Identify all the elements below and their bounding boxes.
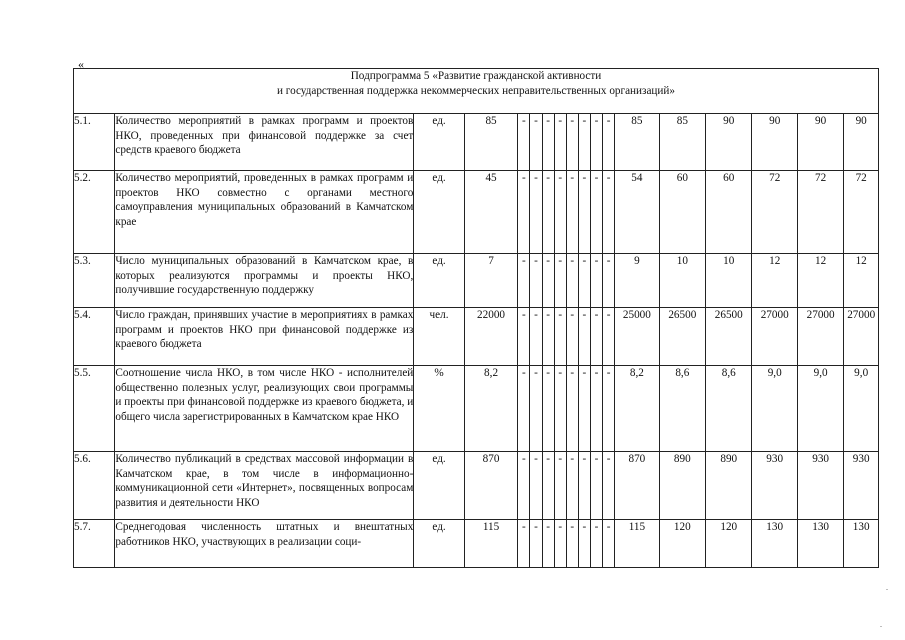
unit-of-measure: ед. [414,114,464,171]
empty-year-cell: - [603,114,615,171]
subprogram-title-line1: Подпрограмма 5 «Развитие гражданской активности [350,70,602,82]
empty-year-cell: - [554,254,566,308]
target-value: 8,6 [706,366,752,452]
target-value: 115 [615,520,659,568]
empty-year-cell: - [518,452,530,520]
target-value: 12 [844,254,879,308]
empty-year-cell: - [542,520,554,568]
subprogram-title-line2: и государственная поддержка некоммерческих неправительственных организаций» [277,84,675,97]
target-value: 26500 [659,308,705,366]
target-value: 9,0 [752,366,797,452]
base-value: 22000 [464,308,518,366]
target-value: 60 [659,171,705,254]
indicator-name: Среднегодовая численность штатных и внештатных работников НКО, участвующих в реализации соци- [115,520,414,568]
table-row [74,452,879,520]
empty-year-cell: - [518,254,530,308]
indicator-name: Количество мероприятий, проведенных в рамках программ и проектов НКО совместно с органами местного самоуправления муниципальных образований в Камчатском крае [115,171,414,254]
row-number: 5.3. [74,254,115,308]
target-value: 27000 [797,308,843,366]
empty-year-cell: - [554,171,566,254]
empty-year-cell: - [518,114,530,171]
empty-year-cell: - [542,171,554,254]
target-value: 27000 [752,308,797,366]
target-value: 72 [844,171,879,254]
target-value: 130 [844,520,879,568]
empty-year-cell: - [542,114,554,171]
target-value: 90 [797,114,843,171]
target-value: 72 [752,171,797,254]
empty-year-cell: - [603,171,615,254]
target-value: 85 [615,114,659,171]
target-value: 930 [844,452,879,520]
empty-year-cell: - [578,520,590,568]
table-row [74,171,879,254]
base-value: 45 [464,171,518,254]
base-value: 115 [464,520,518,568]
unit-of-measure: % [414,366,464,452]
target-value: 90 [752,114,797,171]
empty-year-cell: - [578,171,590,254]
empty-year-cell: - [542,254,554,308]
target-value: 27000 [844,308,879,366]
empty-year-cell: - [530,308,542,366]
table-row [74,366,879,452]
empty-year-cell: - [518,366,530,452]
empty-year-cell: - [566,452,578,520]
empty-year-cell: - [530,366,542,452]
empty-year-cell: - [590,452,602,520]
target-value: 870 [615,452,659,520]
target-value: 90 [844,114,879,171]
empty-year-cell: - [554,366,566,452]
unit-of-measure: ед. [414,452,464,520]
empty-year-cell: - [590,114,602,171]
target-value: 12 [752,254,797,308]
target-value: 90 [706,114,752,171]
empty-year-cell: - [566,308,578,366]
empty-year-cell: - [554,520,566,568]
empty-year-cell: - [554,308,566,366]
row-number: 5.5. [74,366,115,452]
target-value: 9,0 [844,366,879,452]
empty-year-cell: - [554,452,566,520]
unit-of-measure: ед. [414,254,464,308]
row-number: 5.1. [74,114,115,171]
empty-year-cell: - [578,114,590,171]
empty-year-cell: - [590,366,602,452]
unit-of-measure: ед. [414,171,464,254]
empty-year-cell: - [590,520,602,568]
target-value: 25000 [615,308,659,366]
empty-year-cell: - [578,308,590,366]
scan-artifact-mark: . [880,620,882,629]
empty-year-cell: - [578,254,590,308]
empty-year-cell: - [542,366,554,452]
empty-year-cell: - [566,366,578,452]
unit-of-measure: чел. [414,308,464,366]
target-value: 26500 [706,308,752,366]
empty-year-cell: - [590,308,602,366]
subprogram-header-row [74,69,879,114]
empty-year-cell: - [566,254,578,308]
empty-year-cell: - [603,366,615,452]
target-value: 130 [797,520,843,568]
empty-year-cell: - [530,254,542,308]
empty-year-cell: - [518,520,530,568]
indicator-name: Количество публикаций в средствах массовой информации в Камчатском крае, в том числе в информационно-коммуникационной сети «Интернет», посвященных вопросам развития и деятельности НКО [115,452,414,520]
empty-year-cell: - [578,452,590,520]
target-value: 930 [797,452,843,520]
empty-year-cell: - [590,254,602,308]
empty-year-cell: - [590,171,602,254]
row-number: 5.2. [74,171,115,254]
target-value: 890 [706,452,752,520]
empty-year-cell: - [603,308,615,366]
empty-year-cell: - [530,520,542,568]
target-value: 9 [615,254,659,308]
table-row [74,254,879,308]
empty-year-cell: - [578,366,590,452]
indicator-name: Число граждан, принявших участие в мероприятиях в рамках программ и проектов НКО при финансовой поддержке из краевого бюджета [115,308,414,366]
indicator-name: Число муниципальных образований в Камчатском крае, в которых реализуются программы и проекты НКО, получившие государственную поддержку [115,254,414,308]
target-value: 130 [752,520,797,568]
empty-year-cell: - [566,171,578,254]
table-row [74,520,879,568]
target-value: 930 [752,452,797,520]
indicator-name: Количество мероприятий в рамках программ и проектов НКО, проведенных при финансовой поддержке за счет средств краевого бюджета [115,114,414,171]
target-value: 54 [615,171,659,254]
indicator-name: Соотношение числа НКО, в том числе НКО - исполнителей общественно полезных услуг, реализующих свои программы и проекты при финансовой поддержке из краевого бюджета, и общего числа зарегистрированных в Камчатском крае НКО [115,366,414,452]
empty-year-cell: - [566,520,578,568]
indicators-table [73,68,879,568]
base-value: 8,2 [464,366,518,452]
empty-year-cell: - [603,452,615,520]
target-value: 85 [659,114,705,171]
empty-year-cell: - [530,114,542,171]
target-value: 120 [706,520,752,568]
opening-quote-mark: « [78,57,84,71]
target-value: 72 [797,171,843,254]
target-value: 8,2 [615,366,659,452]
base-value: 7 [464,254,518,308]
empty-year-cell: - [603,520,615,568]
target-value: 890 [659,452,705,520]
target-value: 10 [659,254,705,308]
empty-year-cell: - [518,171,530,254]
unit-of-measure: ед. [414,520,464,568]
row-number: 5.7. [74,520,115,568]
scan-artifact-mark: . [886,583,888,592]
empty-year-cell: - [566,114,578,171]
target-value: 9,0 [797,366,843,452]
empty-year-cell: - [554,114,566,171]
empty-year-cell: - [518,308,530,366]
subprogram-header [74,69,879,114]
row-number: 5.4. [74,308,115,366]
empty-year-cell: - [542,452,554,520]
target-value: 120 [659,520,705,568]
empty-year-cell: - [530,452,542,520]
empty-year-cell: - [603,254,615,308]
table-row [74,114,879,171]
empty-year-cell: - [542,308,554,366]
target-value: 10 [706,254,752,308]
base-value: 85 [464,114,518,171]
target-value: 12 [797,254,843,308]
target-value: 8,6 [659,366,705,452]
base-value: 870 [464,452,518,520]
table-row [74,308,879,366]
empty-year-cell: - [530,171,542,254]
row-number: 5.6. [74,452,115,520]
target-value: 60 [706,171,752,254]
